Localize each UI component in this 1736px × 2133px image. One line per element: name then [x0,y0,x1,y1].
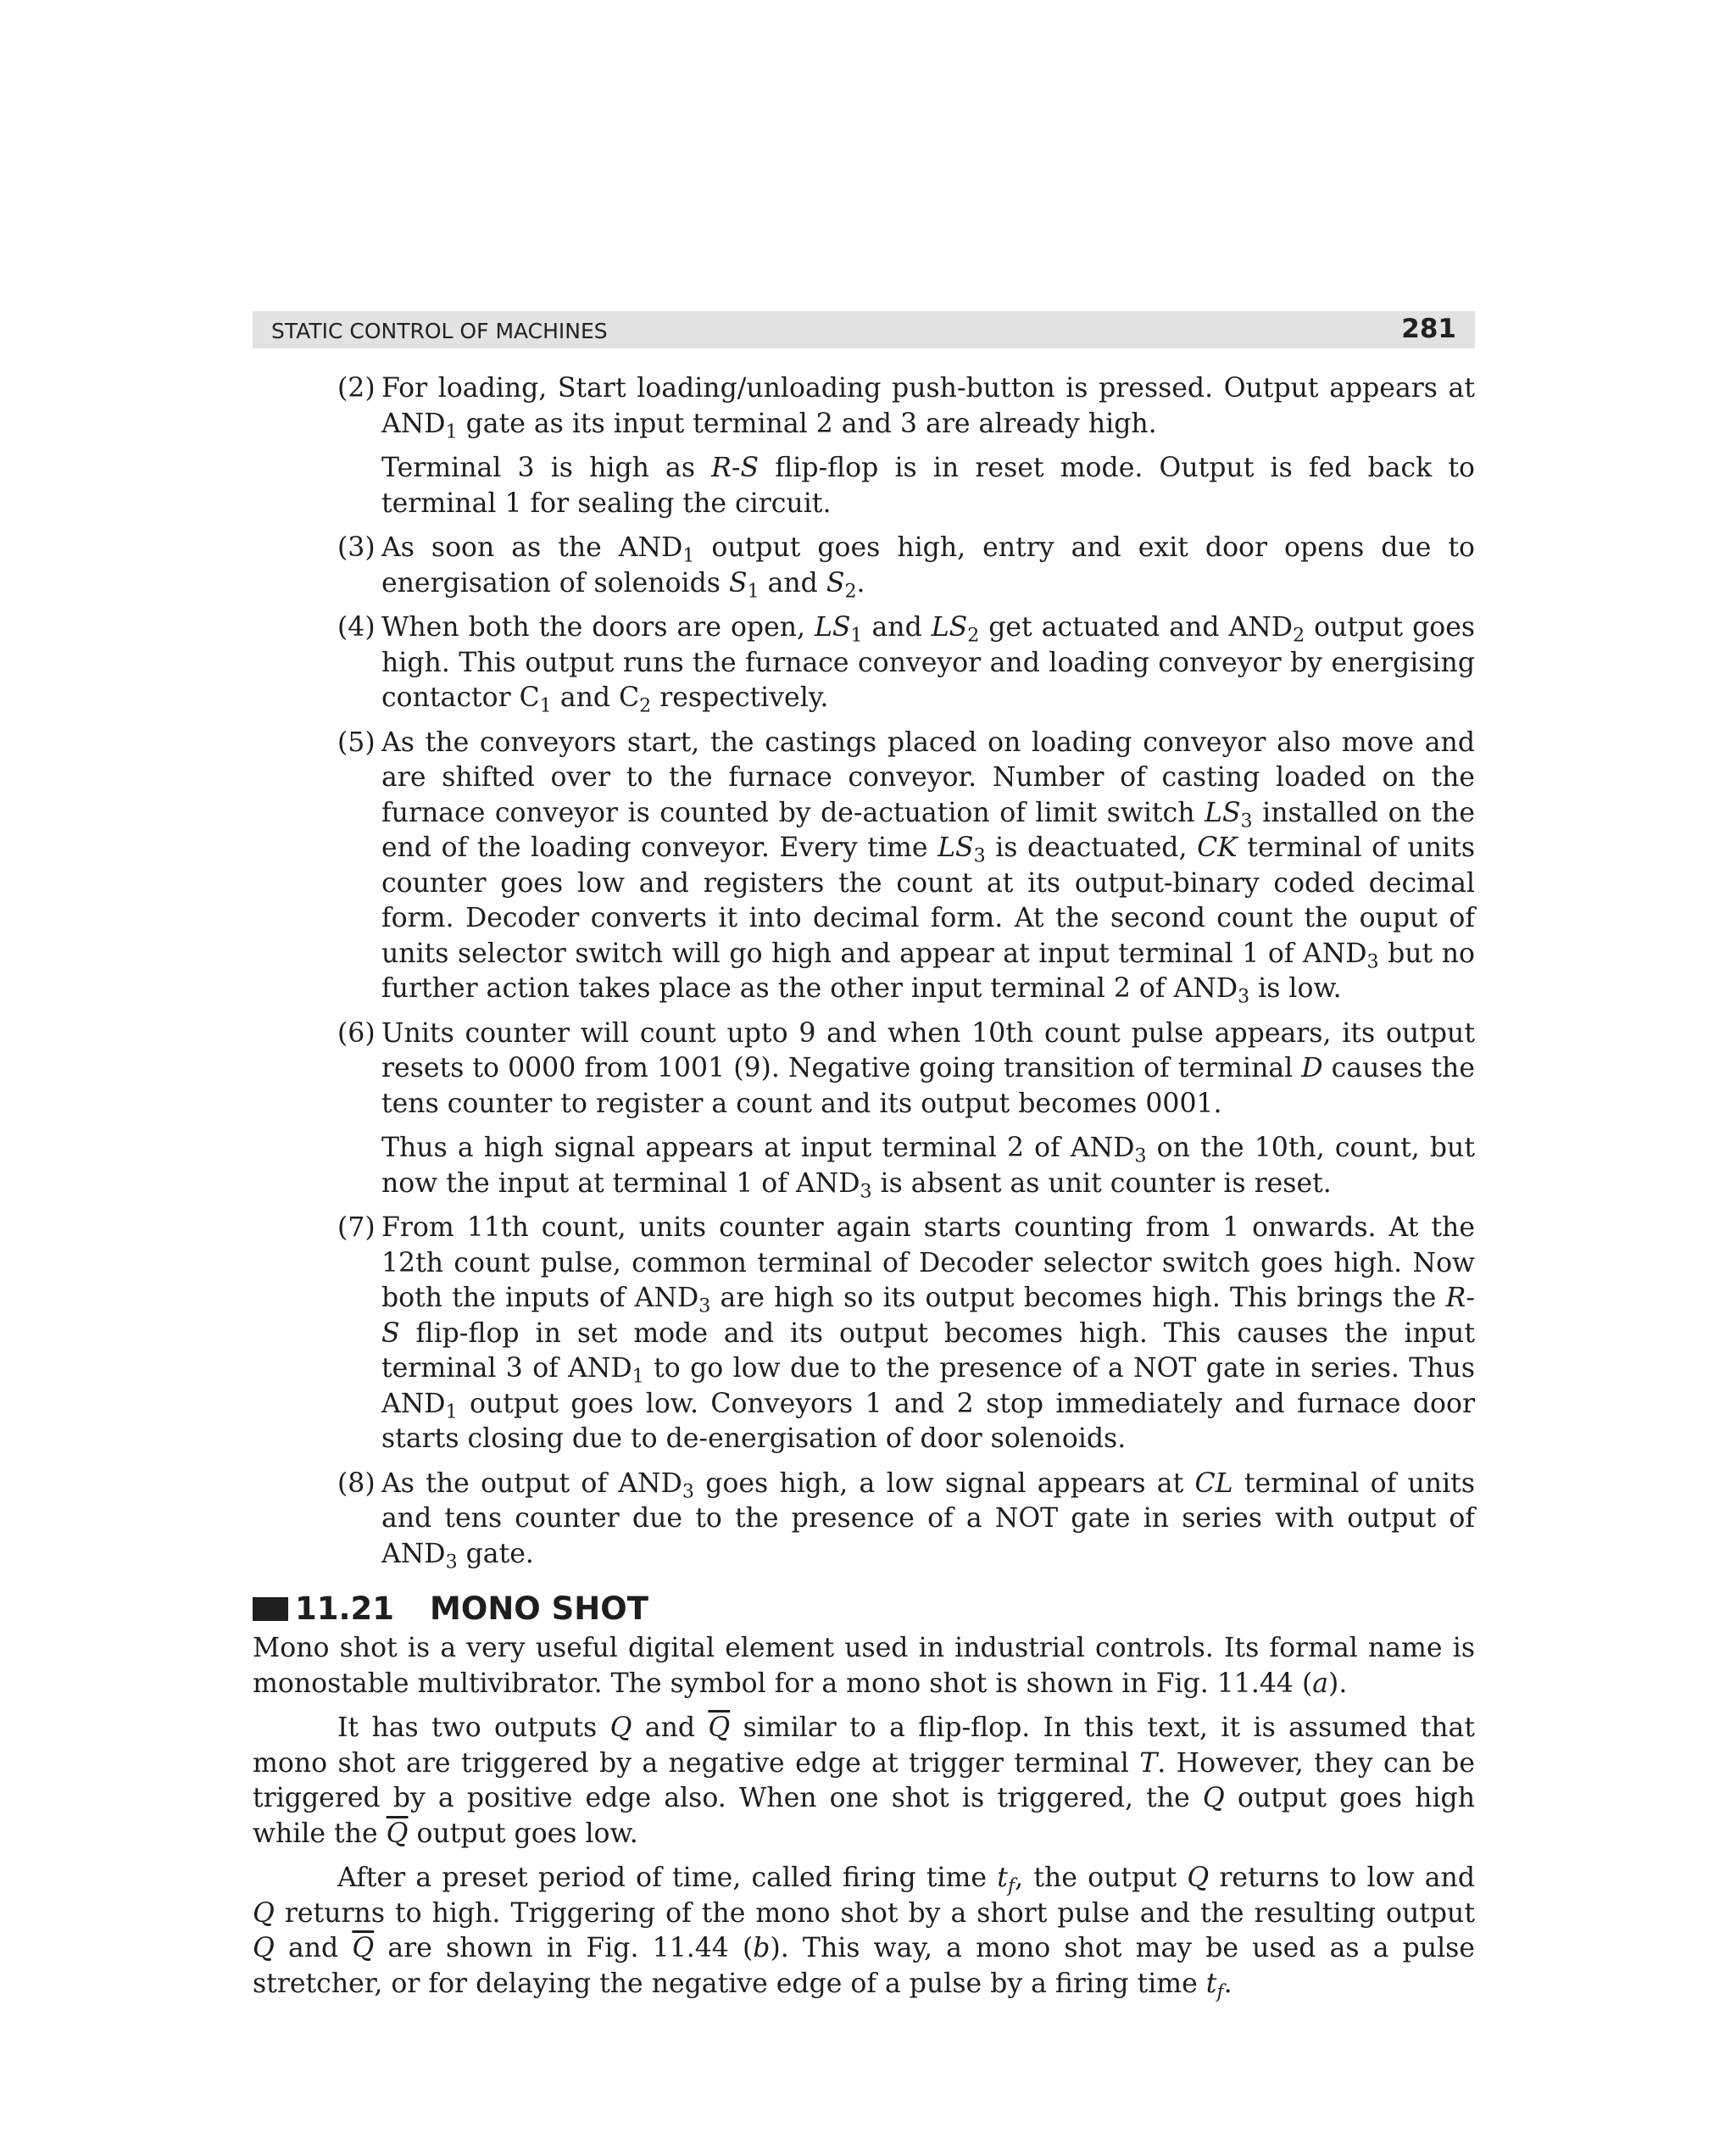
item-paragraph: As soon as the $AND_1$ output goes high, entry and exit door opens due to energisation of solenoids $S_1$ and $S_2$. [381,532,1475,603]
section-paragraph: Mono shot is a very useful digital element used in industrial controls. Its formal name is monostable multivibrator. The symbol for a mono shot is shown in Fig. 11.44 (a). [253,1633,1475,1699]
item-paragraph: Terminal 3 is high as R-S flip-flop is in reset mode. Output is fed back to terminal 1 for sealing the circuit. [381,453,1475,519]
item-paragraph: Units counter will count upto 9 and when 10th count pulse appears, its output resets to 0000 from 1001 (9). Negative going transition of terminal D causes the tens counter to register a count and its output becomes 0001. [381,1017,1475,1119]
list-item [253,371,1475,521]
item-paragraph: From 11th count, units counter again starts counting from 1 onwards. At the 12th count pulse, common terminal of Decoder selector switch goes high. Now both the inputs of $AND_3$ are high so its output becomes high. This brings the R-S flip-flop in set mode and its output becomes high. This causes the input terminal 3 of $AND_1$ to go low due to the presence of a NOT gate in series. Thus $AND_1$ output goes low. Conveyors 1 and 2 stop immediately and furnace door starts closing due to de-energisation of door solenoids. [381,1212,1476,1454]
numbered-steps [253,371,1475,1572]
item-number: (3) [337,532,376,563]
list-item [253,531,1475,601]
item-paragraph: For loading, Start loading/unloading push-button is pressed. Output appears at $AND_1$ gate as its input terminal 2 and 3 are already high. [381,373,1475,443]
item-paragraph: Thus a high signal appears at input terminal 2 of $AND_3$ on the 10th, count, but now the input at terminal 1 of $AND_3$ is absent as unit counter is reset. [381,1133,1475,1203]
list-item [253,726,1475,1007]
page-body [253,371,1475,2002]
item-number: (4) [337,612,376,643]
item-text [381,531,1475,601]
item-text [381,726,1475,1007]
item-text [381,1211,1475,1457]
item-paragraph: As the output of $AND_3$ goes high, a low signal appears at CL terminal of units and tens counter due to the presence of a NOT gate in series with output of $AND_3$ gate. [381,1467,1475,1573]
section-title: MONO SHOT [430,1590,648,1627]
item-paragraph: When both the doors are open, $LS_1$ and $LS_2$ get actuated and $AND_2$ output goes high. This output runs the furnace conveyor and loading conveyor by energising contactor $C_1$ and $C_2$ respectively. [381,612,1476,717]
page-number: 281 [1401,314,1456,344]
running-header [253,311,1475,348]
item-number: (6) [337,1017,376,1049]
list-item [253,1016,1475,1202]
item-number: (8) [337,1467,376,1499]
list-item [253,610,1475,716]
item-number: (2) [337,373,376,404]
section-heading [253,1589,1475,1629]
item-paragraph: As the conveyors start, the castings placed on loading conveyor also move and are shifted over to the furnace conveyor. Number of casting loaded on the furnace conveyor is counted by de-actuation of limit switch $LS_3$ installed on the end of the loading conveyor. Every time $LS_3$ is deactuated, CK terminal of units counter goes low and registers the count at its output-binary coded decimal form. Decoder converts it into decimal form. At the second count the ouput of units selector switch will go high and appear at input terminal 1 of $AND_3$ but no further action takes place as the other input terminal 2 of $AND_3$ is low. [381,727,1476,1008]
list-item [253,1467,1475,1573]
heading-square-icon [253,1597,288,1621]
item-number: (5) [337,727,376,758]
chapter-title: STATIC CONTROL OF MACHINES [271,319,608,343]
section-paragraph: After a preset period of time, called firing time $t_f$, the output Q returns to low and Q returns to high. Triggering of the mono shot by a short pulse and the resulting output Q and $\overline{Q}$ are shown in Fig. 11.44 (b). This way, a mono shot may be used as a pulse stretcher, or for delaying the negative edge of a pulse by a firing time $t_f$. [253,1863,1475,2003]
item-text [381,371,1475,521]
item-text [381,1467,1475,1573]
item-text [381,1016,1475,1202]
item-text [381,610,1475,716]
item-number: (7) [337,1212,376,1243]
section-number: 11.21 [295,1590,395,1627]
section-body [253,1631,1475,2002]
list-item [253,1211,1475,1457]
section-paragraph: It has two outputs Q and $\overline{Q}$ similar to a flip-flop. In this text, it is assumed that mono shot are triggered by a negative edge at trigger terminal T. However, they can be triggered by a positive edge also. When one shot is triggered, the Q output goes high while the $\overline{Q}$ output goes low. [253,1713,1475,1849]
